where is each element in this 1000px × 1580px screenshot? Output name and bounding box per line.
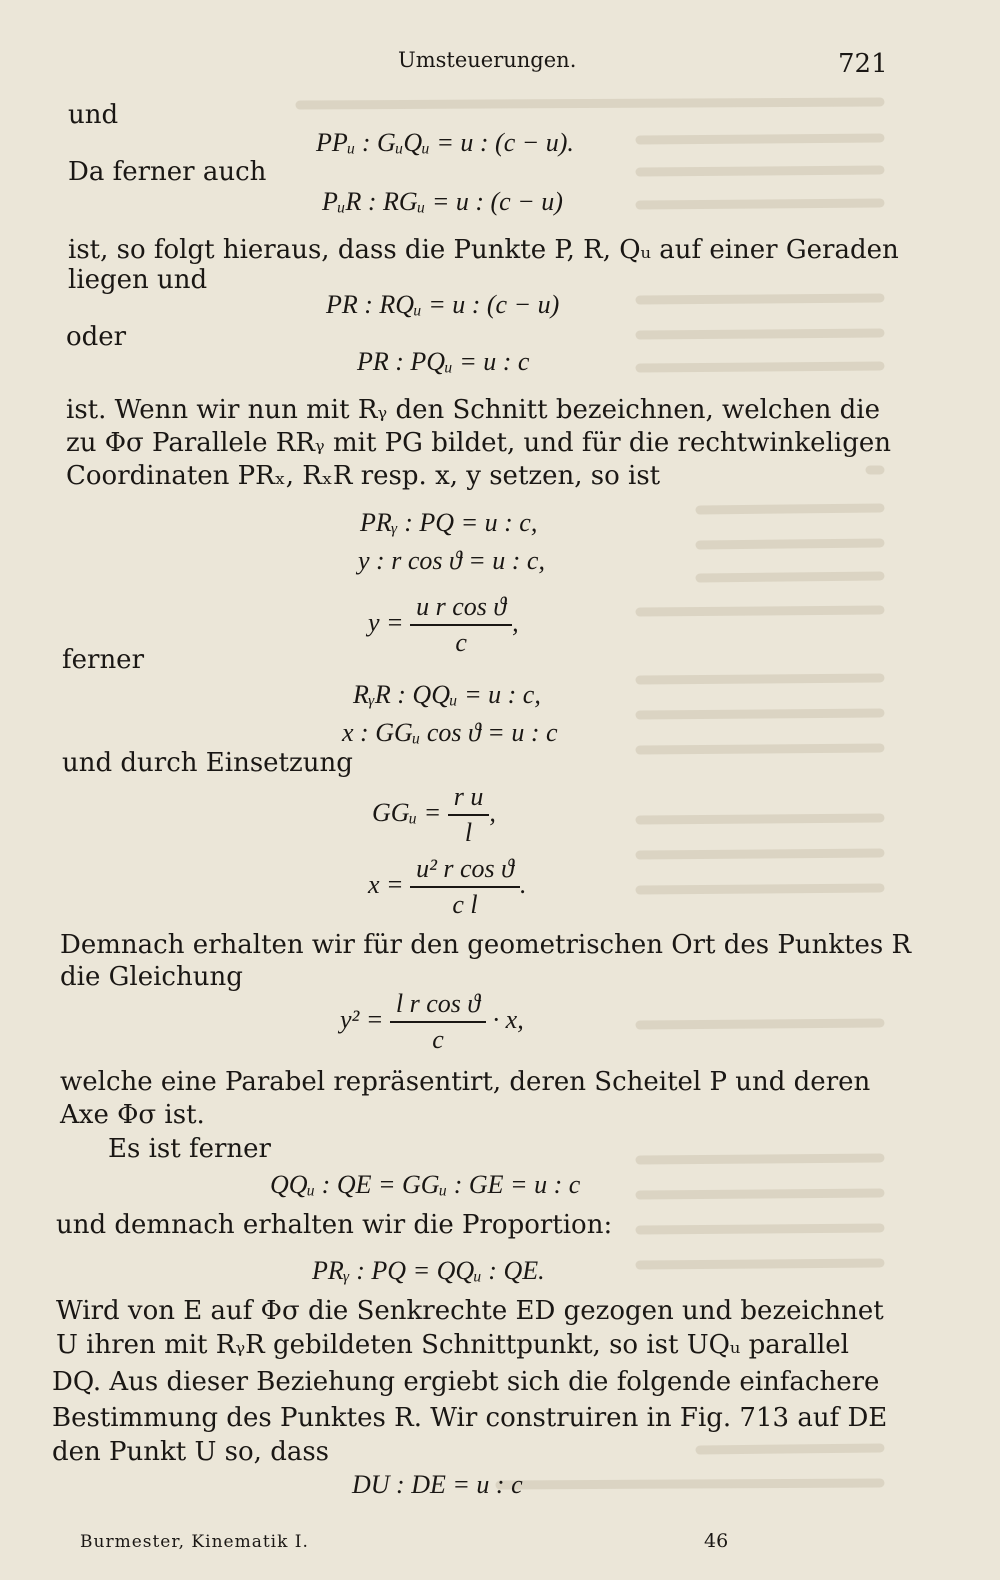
footer-sheet-number: 46 xyxy=(704,1530,729,1552)
equation-7 xyxy=(368,590,519,660)
equation-12-tail: · x, xyxy=(492,1004,524,1034)
numerator: r u xyxy=(448,780,490,816)
equation-2: PᵤR : RGᵤ = u : (c − u) xyxy=(322,187,563,216)
text-line: und demnach erhalten wir die Proportion: xyxy=(56,1210,613,1240)
text-line: Wird von E auf Φσ die Senkrechte ED gezogen und bezeichnet xyxy=(56,1296,884,1326)
equation-5: PRᵧ : PQ = u : c, xyxy=(360,508,538,537)
text-line: die Gleichung xyxy=(60,962,243,992)
equation-7-tail: , xyxy=(512,607,519,637)
equation-8: RᵧR : QQᵤ = u : c, xyxy=(353,680,541,709)
equation-15: DU : DE = u : c xyxy=(352,1470,523,1499)
text-und: und xyxy=(68,100,119,130)
numerator: u r cos ϑ xyxy=(410,590,512,626)
equation-10 xyxy=(372,780,496,850)
denominator: l xyxy=(464,818,473,847)
text-line: Demnach erhalten wir für den geometrischen Ort des Punktes R xyxy=(60,930,912,960)
equation-1: PPᵤ : GᵤQᵤ = u : (c − u). xyxy=(316,128,574,157)
text-line: Axe Φσ ist. xyxy=(60,1100,205,1130)
equation-7-lhs: y = xyxy=(368,607,404,637)
equation-11 xyxy=(368,852,526,922)
equation-4: PR : PQᵤ = u : c xyxy=(357,347,530,376)
text-line: U ihren mit RᵧR gebildeten Schnittpunkt, so ist UQᵤ parallel xyxy=(56,1330,849,1360)
text-line: und durch Einsetzung xyxy=(62,748,353,778)
equation-10-tail: , xyxy=(489,797,496,827)
text-line: ist. Wenn wir nun mit Rᵧ den Schnitt bezeichnen, welchen die xyxy=(66,395,880,425)
text-line: den Punkt U so, dass xyxy=(52,1437,330,1467)
equation-13: QQᵤ : QE = GGᵤ : GE = u : c xyxy=(270,1170,581,1199)
fraction xyxy=(390,987,486,1057)
text-line: Es ist ferner xyxy=(108,1134,271,1164)
denominator: c l xyxy=(452,890,478,919)
text-line: Coordinaten PRₓ, RₓR resp. x, y setzen, so ist xyxy=(66,461,661,491)
equation-11-tail: . xyxy=(519,869,527,899)
text-line: Bestimmung des Punktes R. Wir construiren in Fig. 713 auf DE xyxy=(52,1403,888,1433)
equation-12 xyxy=(340,987,524,1057)
numerator: l r cos ϑ xyxy=(390,987,486,1023)
text-line: zu Φσ Parallele RRᵧ mit PG bildet, und für die rechtwinkeligen xyxy=(66,428,891,458)
equation-12-lhs: y² = xyxy=(340,1004,384,1034)
equation-11-lhs: x = xyxy=(368,869,404,899)
text-line: liegen und xyxy=(68,265,208,295)
equation-3: PR : RQᵤ = u : (c − u) xyxy=(326,290,560,319)
running-header-title: Umsteuerungen. xyxy=(398,48,577,72)
text-oder: oder xyxy=(66,322,127,352)
text-line: ist, so folgt hieraus, dass die Punkte P, R, Qᵤ auf einer Geraden xyxy=(68,235,899,265)
text-ferner: ferner xyxy=(62,645,144,675)
denominator: c xyxy=(455,628,467,657)
equation-14: PRᵧ : PQ = QQᵤ : QE. xyxy=(312,1256,545,1285)
equation-10-lhs: GGᵤ = xyxy=(372,797,442,827)
text-line: DQ. Aus dieser Beziehung ergiebt sich die folgende einfachere xyxy=(52,1367,880,1397)
page-number: 721 xyxy=(838,49,888,79)
numerator: u² r cos ϑ xyxy=(410,852,520,888)
fraction xyxy=(448,780,490,850)
text-line: welche eine Parabel repräsentirt, deren Scheitel P und deren xyxy=(60,1067,871,1097)
equation-6: y : r cos ϑ = u : c, xyxy=(358,546,545,575)
equation-9: x : GGᵤ cos ϑ = u : c xyxy=(342,718,558,747)
fraction xyxy=(410,590,512,660)
text-da-ferner: Da ferner auch xyxy=(68,157,267,187)
footer-signature-author: Burmester, Kinematik I. xyxy=(80,1532,309,1552)
fraction xyxy=(410,852,520,922)
denominator: c xyxy=(432,1025,444,1054)
